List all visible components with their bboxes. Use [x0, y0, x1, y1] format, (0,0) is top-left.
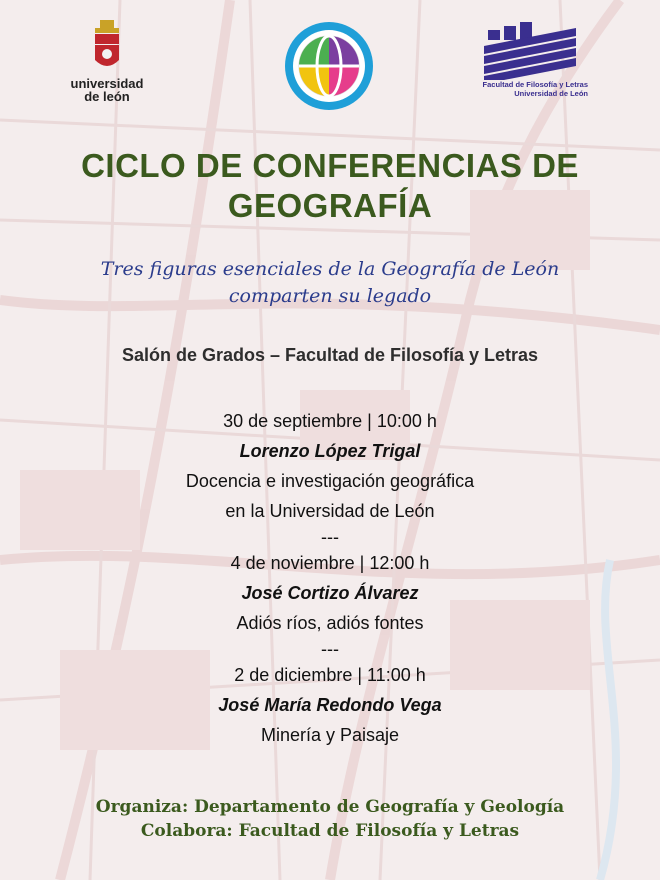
university-name-line2: de león	[84, 89, 130, 104]
universidad-leon-logo	[62, 20, 152, 103]
subtitle-line1: Tres figuras esenciales de la Geografía de León	[100, 258, 560, 280]
facultad-name: Facultad de Filosofía y Letras	[482, 80, 588, 89]
coat-of-arms-icon	[91, 20, 123, 72]
session-talk: Minería y Paisaje	[260, 725, 400, 745]
session-talk: Docencia e investigación geográfica	[185, 471, 475, 491]
facultad-logo	[470, 22, 588, 98]
university-name-line1: universidad	[70, 76, 144, 91]
title-line1: CICLO DE CONFERENCIAS DE	[81, 147, 579, 184]
separator: ---	[321, 639, 339, 659]
session-talk: Adiós ríos, adiós fontes	[236, 613, 424, 633]
session-date: 4 de noviembre | 12:00 h	[230, 553, 430, 573]
title-line2: GEOGRAFÍA	[227, 187, 433, 224]
globe-logo-icon	[283, 20, 375, 112]
subtitle-line2: comparten su legado	[228, 285, 432, 307]
session-talk-line2: en la Universidad de León	[225, 501, 435, 521]
separator: ---	[321, 527, 339, 547]
colabora-line: Colabora: Facultad de Filosofía y Letras	[140, 821, 520, 841]
page-title	[0, 146, 660, 226]
organiza-line: Organiza: Departamento de Geografía y Geología	[95, 797, 565, 817]
session-date: 2 de diciembre | 11:00 h	[234, 665, 426, 685]
footer	[0, 795, 660, 843]
session-speaker: José María Redondo Vega	[218, 695, 442, 715]
subtitle	[0, 256, 660, 310]
venue: Salón de Grados – Facultad de Filosofía y Letras	[121, 345, 539, 365]
program	[0, 406, 660, 750]
session-speaker: José Cortizo Álvarez	[241, 583, 419, 603]
session-date: 30 de septiembre | 10:00 h	[223, 411, 437, 431]
facultad-university: Universidad de León	[514, 89, 588, 98]
session-speaker: Lorenzo López Trigal	[239, 441, 421, 461]
facultad-emblem-icon	[480, 22, 580, 80]
